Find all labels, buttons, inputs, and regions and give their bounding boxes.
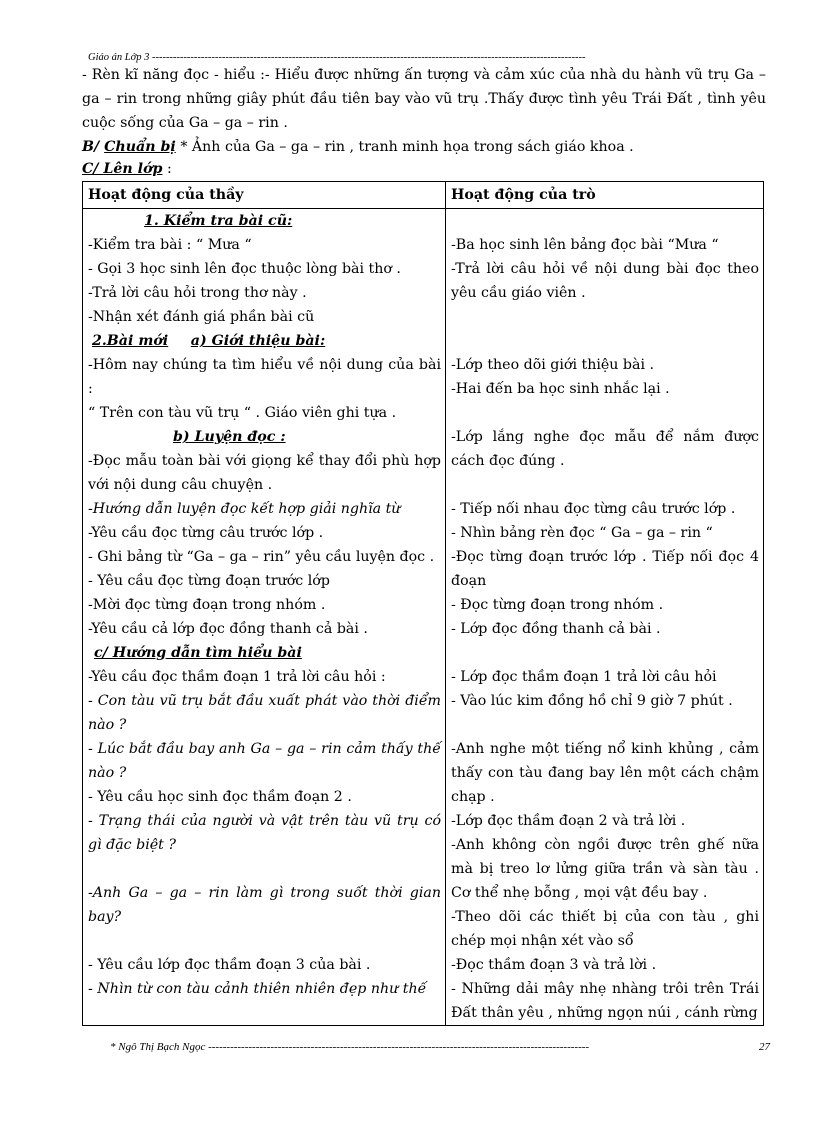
section-title-review: 1. Kiểm tra bài cũ: (144, 213, 293, 229)
student-line: -Lớp theo dõi giới thiệu bài . (451, 357, 655, 373)
student-line: -Ba học sinh lên bảng đọc bài “Mưa “ (451, 237, 719, 253)
student-line: -Đọc từng đoạn trước lớp . Tiếp nối đọc 4 đoạn (451, 549, 759, 589)
teacher-line: -Yêu cầu đọc từng câu trước lớp . (88, 525, 324, 541)
teacher-line: -Mời đọc từng đoạn trong nhóm . (88, 597, 326, 613)
student-line: - Lớp đọc đồng thanh cả bài . (451, 621, 661, 637)
teacher-cell (83, 209, 446, 1026)
teacher-line: -Đọc mẫu toàn bài với giọng kể thay đổi phù hợp với nội dung câu chuyện . (88, 453, 441, 493)
intro-section (82, 63, 766, 180)
student-line: -Hai đến ba học sinh nhắc lại . (451, 381, 670, 397)
student-line: -Lớp đọc thầm đoạn 2 và trả lời . (451, 813, 686, 829)
header-title: Giáo án Lớp 3 (88, 52, 150, 63)
prep-text: * Ảnh của Ga – ga – rin , tranh minh họa trong sách giáo khoa . (175, 139, 634, 155)
teacher-line: - Yêu cầu học sinh đọc thầm đoạn 2 . (88, 789, 352, 805)
class-suffix: : (162, 161, 172, 177)
teacher-line: -Yêu cầu đọc thầm đoạn 1 trả lời câu hỏi : (88, 669, 386, 685)
teacher-line: -Trả lời câu hỏi trong thơ này . (88, 285, 307, 301)
teacher-line: - Nhìn từ con tàu cảnh thiên nhiên đẹp như thế (88, 981, 427, 997)
teacher-line: -Hôm nay chúng ta tìm hiểu về nội dung của bài : (88, 357, 441, 397)
teacher-line: -Nhận xét đánh giá phần bài cũ (88, 309, 315, 325)
student-line: - Tiếp nối nhau đọc từng câu trước lớp . (451, 501, 736, 517)
page-number: 27 (759, 1041, 770, 1053)
section-title-reading: b) Luyện đọc : (173, 429, 286, 445)
student-line: - Lớp đọc thầm đoạn 1 trả lời câu hỏi (451, 669, 717, 685)
prep-label: Chuẩn bị (104, 139, 176, 155)
teacher-line: -Hướng dẫn luyện đọc kết hợp giải nghĩa từ (88, 501, 401, 517)
teacher-line: “ Trên con tàu vũ trụ “ . Giáo viên ghi tựa . (88, 405, 397, 421)
student-line: -Theo dõi các thiết bị của con tàu , ghi chép mọi nhận xét vào sổ (451, 909, 759, 949)
teacher-line: - Lúc bắt đầu bay anh Ga – ga – rin cảm thấy thế nào ? (88, 741, 441, 781)
section-title-new-lesson: 2.Bài mới (92, 333, 169, 349)
lesson-plan-table (82, 181, 764, 1026)
footer-rule: -------------------------------------------------------------------------------------------------------- (208, 1041, 590, 1053)
teacher-line: -Anh Ga – ga – rin làm gì trong suốt thời gian bay? (88, 885, 441, 925)
col-student-header: Hoạt động của trò (446, 182, 764, 209)
page-footer (110, 1041, 770, 1053)
student-line: - Những dải mây nhẹ nhàng trôi trên Trái Đất thân yêu , những ngọn núi , cánh rừng (451, 981, 759, 1021)
student-line: -Anh nghe một tiếng nổ kinh khủng , cảm thấy con tàu đang bay lên một cách chậm chạp . (451, 741, 759, 805)
student-line: -Lớp lắng nghe đọc mẫu để nắm được cách đọc đúng . (451, 429, 759, 469)
class-prefix: C/ (82, 161, 104, 177)
preparation-line (82, 135, 766, 159)
header-rule: ---------------------------------------------------------------------------------------------------------------------------- (151, 52, 586, 63)
student-line: -Đọc thầm đoạn 3 và trả lời . (451, 957, 657, 973)
section-title-comprehension: c/ Hướng dẫn tìm hiểu bài (94, 645, 302, 661)
student-line: - Vào lúc kim đồng hồ chỉ 9 giờ 7 phút . (451, 693, 733, 709)
student-cell (446, 209, 764, 1026)
student-line: -Trả lời câu hỏi về nội dung bài đọc theo yêu cầu giáo viên . (451, 261, 759, 301)
section-title-intro: a) Giới thiệu bài: (190, 333, 326, 349)
table-row (83, 209, 764, 1026)
teacher-line: - Gọi 3 học sinh lên đọc thuộc lòng bài thơ . (88, 261, 401, 277)
teacher-line: - Yêu cầu đọc từng đoạn trước lớp (88, 573, 330, 589)
class-line (82, 159, 766, 180)
teacher-line: - Ghi bảng từ “Ga – ga – rin” yêu cầu luyện đọc . (88, 549, 435, 565)
class-label: Lên lớp (103, 161, 163, 177)
prep-prefix: B/ (82, 139, 105, 155)
teacher-line: - Yêu cầu lớp đọc thầm đoạn 3 của bài . (88, 957, 371, 973)
student-line: - Đọc từng đoạn trong nhóm . (451, 597, 664, 613)
teacher-line: - Con tàu vũ trụ bắt đầu xuất phát vào thời điểm nào ? (88, 693, 441, 733)
page-header (88, 52, 658, 63)
teacher-line: - Trạng thái của người và vật trên tàu vũ trụ có gì đặc biệt ? (88, 813, 441, 853)
teacher-line: -Kiểm tra bài : “ Mưa “ (88, 237, 252, 253)
student-line: - Nhìn bảng rèn đọc “ Ga – ga – rin “ (451, 525, 713, 541)
footer-author: * Ngô Thị Bạch Ngọc (110, 1041, 206, 1053)
teacher-line: -Yêu cầu cả lớp đọc đồng thanh cả bài . (88, 621, 368, 637)
student-line: -Anh không còn ngồi được trên ghế nữa mà bị treo lơ lửng giữa trần và sàn tàu . Cơ thể nhẹ bỗng , mọi vật đều bay . (451, 837, 759, 901)
table-header-row (83, 182, 764, 209)
skill-objective: - Rèn kĩ năng đọc - hiểu :- Hiểu được những ấn tượng và cảm xúc của nhà du hành vũ trụ Ga – ga – rin trong những giây phút đầu tiên bay vào vũ trụ .Thấy được tình yêu Trái Đất , tình yêu cuộc sống của Ga – ga – rin . (82, 67, 766, 131)
col-teacher-header: Hoạt động của thầy (83, 182, 446, 209)
